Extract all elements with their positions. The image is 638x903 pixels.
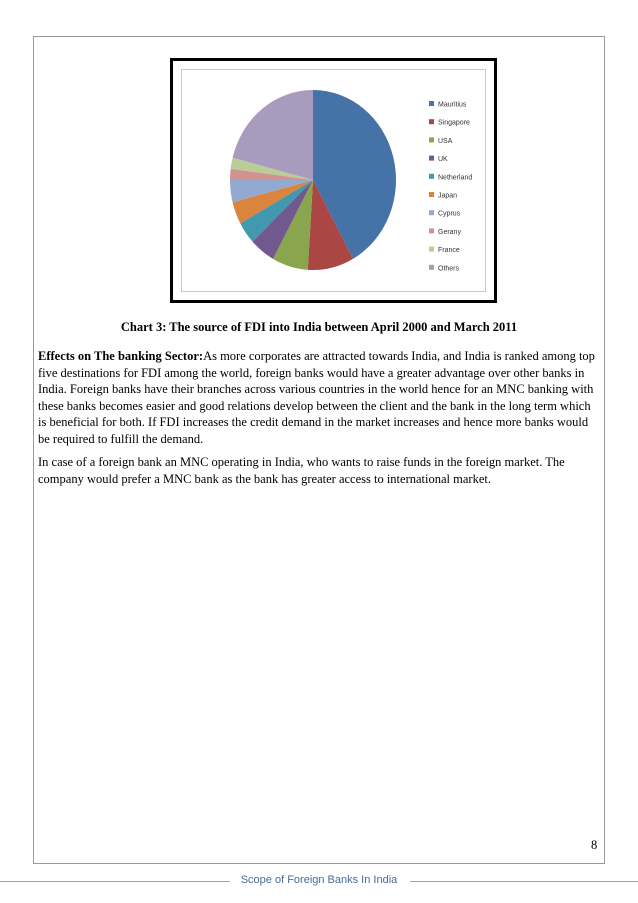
pie-chart-figure	[170, 58, 497, 303]
legend-label-japan: Japan	[438, 192, 458, 200]
legend-label-france: France	[438, 247, 460, 255]
legend-label-netherland: Netherland	[438, 174, 473, 182]
legend-label-singapore: Singapore	[438, 119, 470, 127]
legend-label-uk: UK	[438, 156, 448, 164]
paragraph-heading: Effects on The banking Sector:	[38, 349, 204, 363]
paragraph-mnc-bank: In case of a foreign bank an MNC operating in India, who wants to raise funds in the foreign market. The company would prefer a MNC bank as the bank has greater access to international market.	[38, 455, 565, 486]
legend-label-cyprus: Cyprus	[438, 210, 461, 218]
legend-swatch-uk	[429, 156, 434, 161]
footer-title: Scope of Foreign Banks In India	[240, 874, 398, 886]
legend-label-others: Others	[438, 265, 460, 273]
page-number: 8	[591, 838, 598, 852]
legend-swatch-japan	[429, 192, 434, 197]
legend-label-usa: USA	[438, 137, 453, 145]
legend-swatch-cyprus	[429, 210, 434, 215]
legend-swatch-gerany	[429, 228, 434, 233]
legend-swatch-others	[429, 265, 434, 270]
legend-swatch-usa	[429, 137, 434, 142]
legend-swatch-france	[429, 247, 434, 252]
pie-chart	[173, 61, 494, 300]
legend-swatch-netherland	[429, 174, 434, 179]
paragraph-body: As more corporates are attracted towards India, and India is ranked among top five destinations for FDI among the world, foreign banks would have a greater advantage over other banks in India. Foreign banks have their branches across various countries in the world hence for an MNC banking with these banks becomes easier and good relations develop between the client and the bank in the long term which is beneficial for both. If FDI increases the credit demand in the market increases and hence more banks would be required to fulfill the demand.	[38, 349, 595, 446]
legend-swatch-singapore	[429, 119, 434, 124]
legend-label-gerany: Gerany	[438, 228, 461, 236]
chart-caption: Chart 3: The source of FDI into India between April 2000 and March 2011	[120, 320, 518, 334]
paragraph-banking-effects	[38, 348, 600, 447]
legend-swatch-mauritius	[429, 101, 434, 106]
legend-label-mauritius: Mauritius	[438, 101, 467, 109]
